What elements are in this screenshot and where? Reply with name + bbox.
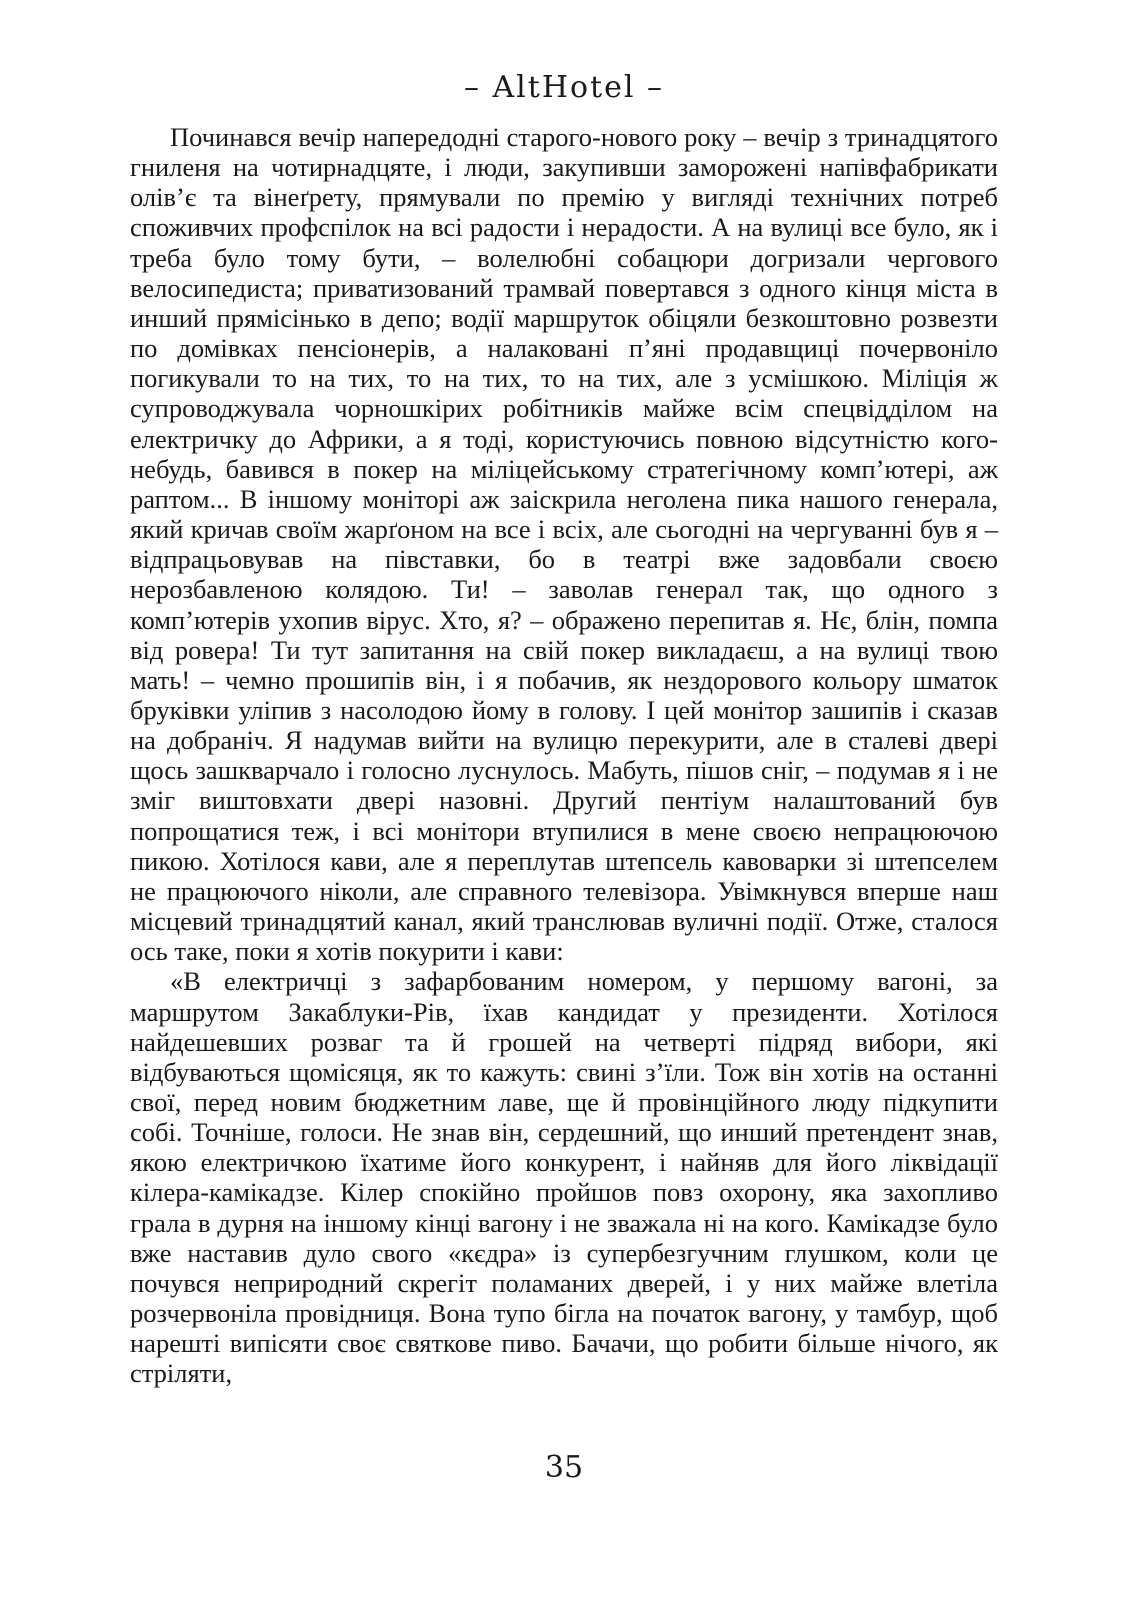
page-body — [130, 122, 998, 1389]
page-number: 35 — [544, 1450, 584, 1485]
paragraph-1: Починався вечір напередодні старого-нового року – вечір з тринадцятого гниленя на чотирнадцяте, і люди, закупивши заморожені напівфабрикати олів’є та вінеґрету, прямували по премію у вигляді технічних потреб споживчих профспілок на всі радости і нерадости. А на вулиці все було, як і треба було тому бути, – волелюбні собацюри догризали чергового велосипедиста; приватизований трамвай повертався з одного кінця міста в инший прямісінько в депо; водії маршруток обіцяли безкоштовно розвезти по домівках пенсіонерів, а налаковані п’яні продавщиці почервоніло погикували то на тих, то на тих, то на тих, але з усмішкою. Міліція ж супроводжувала чорношкірих робітників майже всім спецвідділом на електричку до Африки, а я тоді, користуючись повною відсутністю кого-небудь, бавився в покер на міліцейському стратегічному комп’ютері, аж раптом... В іншому моніторі аж заіскрила неголена пика нашого генерала, який кричав своїм жарґоном на все і всіх, але сьогодні на чергуванні був я – відпрацьовував на півставки, бо в театрі вже задовбали своєю нерозбавленою колядою. Ти! – заволав генерал так, що одного з комп’ютерів ухопив вірус. Хто, я? – ображено перепитав я. Нє, блін, помпа від ровера! Ти тут запитання на свій покер викладаєш, а на вулиці твою мать! – чемно прошипів він, і я побачив, як нездорового кольору шматок бруківки уліпив з насолодою йому в голову. І цей монітор зашипів і сказав на добраніч. Я надумав вийти на вулицю перекурити, але в сталеві двері щось зашкварчало і голосно луснулось. Мабуть, пішов сніг, – подумав я і не зміг виштовхати двері назовні. Другий пентіум налаштований був попрощатися теж, і всі монітори втупилися в мене своєю непрацюючою пикою. Хотілося кави, але я переплутав штепсель кавоварки зі штепселем не працюючого ніколи, але справного телевізора. Увімкнувся вперше наш місцевий тринадцятий канал, який транслював вуличні події. Отже, сталося ось таке, поки я хотів покурити і кави: — [130, 122, 998, 967]
running-header: – AltHotel – — [463, 70, 664, 105]
paragraph-2: «В електричці з зафарбованим номером, у першому вагоні, за маршрутом Закаблуки-Рів, їхав кандидат у президенти. Хотілося найдешевших розваг та й грошей на четверті підряд вибори, які відбуваються щомісяця, як то кажуть: свині з’їли. Тож він хотів на останні свої, перед новим бюджетним лаве, ще й провінційного люду підкупити собі. Точніше, голоси. Не знав він, сердешний, що инший претендент знав, якою електричкою їхатиме його конкурент, і найняв для його ліквідації кілера-камікадзе. Кілер спокійно пройшов повз охорону, яка захопливо грала в дурня на іншому кінці вагону і не зважала ні на кого. Камікадзе було вже наставив дуло свого «кєдра» із супербезгучним глушком, коли це почувся неприродний скрегіт поламаних дверей, і у них майже влетіла розчервоніла провідниця. Вона тупо бігла на початок вагону, у тамбур, щоб нарешті випісяти своє святкове пиво. Бачачи, що робити більше нічого, як стріляти, — [130, 966, 998, 1389]
